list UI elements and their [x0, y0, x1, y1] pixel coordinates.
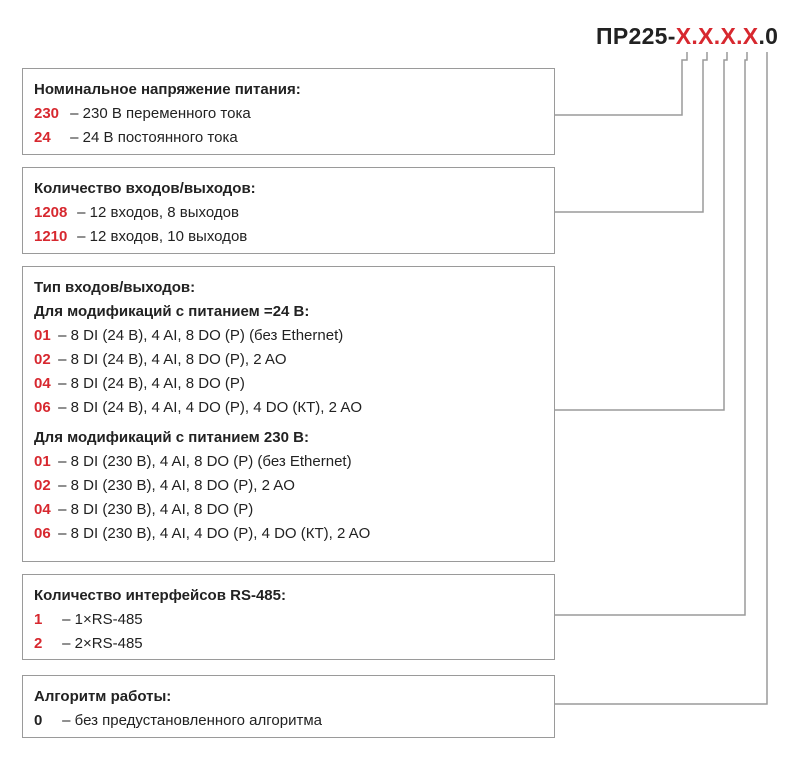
option-code: 1210	[34, 228, 68, 245]
option-text: – 8 DI (230 В), 4 AI, 8 DO (Р)	[54, 501, 254, 518]
option-row	[34, 608, 554, 632]
io-count-box	[22, 167, 555, 254]
order-code-part-algorithm: 0	[765, 23, 779, 49]
option-text: – 8 DI (230 В), 4 AI, 4 DO (Р), 4 DO (КТ), 2 AO	[54, 525, 371, 542]
option-text: – 24 В постоянного тока	[66, 129, 238, 146]
algorithm-box	[22, 675, 555, 738]
option-row	[34, 225, 554, 249]
option-text: – 8 DI (230 В), 4 AI, 8 DO (Р) (без Ethernet)	[54, 453, 352, 470]
connector-io-type	[555, 52, 727, 410]
connector-supply	[555, 52, 687, 115]
option-code: 06	[34, 399, 51, 416]
option-code: 04	[34, 375, 51, 392]
option-code: 02	[34, 351, 51, 368]
option-row	[34, 498, 554, 522]
option-code: 02	[34, 477, 51, 494]
order-code-part-io-count: X	[698, 23, 714, 49]
supply-voltage-box	[22, 68, 555, 155]
order-code-separator: .	[691, 23, 699, 49]
option-code: 01	[34, 327, 51, 344]
box-title: Количество входов/выходов:	[34, 180, 256, 197]
option-row	[34, 348, 554, 372]
box-title: Тип входов/выходов:	[34, 279, 196, 296]
option-code: 230	[34, 105, 60, 122]
connector-algorithm	[555, 52, 767, 704]
order-code-part-rs485: X	[742, 23, 759, 49]
box-title: Алгоритм работы:	[34, 688, 172, 705]
option-row	[34, 324, 554, 348]
option-group-230v	[34, 426, 554, 546]
option-code: 06	[34, 525, 51, 542]
order-code-separator: .	[758, 23, 766, 49]
order-code-part-supply: X	[675, 23, 692, 49]
option-row	[34, 102, 554, 126]
io-type-box	[22, 266, 555, 562]
option-row	[34, 126, 554, 150]
option-row	[34, 450, 554, 474]
option-row	[34, 474, 554, 498]
option-code: 1	[34, 611, 43, 628]
option-text: – 8 DI (24 В), 4 AI, 8 DO (Р), 2 AO	[54, 351, 287, 368]
option-code: 04	[34, 501, 51, 518]
option-row	[34, 709, 554, 733]
order-code-part-io-type: X	[720, 23, 737, 49]
box-title: Номинальное напряжение питания:	[34, 81, 301, 98]
order-code-separator: .	[713, 23, 721, 49]
option-text: – 8 DI (24 В), 4 AI, 8 DO (Р) (без Ethernet)	[54, 327, 344, 344]
option-text: – 2×RS-485	[58, 635, 143, 652]
connector-rs485	[555, 52, 747, 615]
option-text: – 8 DI (230 В), 4 AI, 8 DO (Р), 2 AO	[54, 477, 295, 494]
option-text: – 1×RS-485	[58, 611, 143, 628]
option-group-24v	[34, 300, 554, 420]
option-code: 1208	[34, 204, 68, 221]
option-text: – 12 входов, 10 выходов	[73, 228, 248, 245]
option-code: 24	[34, 129, 51, 146]
connector-io-count	[555, 52, 707, 212]
option-code: 2	[34, 635, 43, 652]
option-text: – 8 DI (24 В), 4 AI, 8 DO (Р)	[54, 375, 245, 392]
option-code: 0	[34, 712, 43, 729]
option-row	[34, 201, 554, 225]
order-code-separator: .	[736, 23, 743, 49]
order-code-title	[596, 22, 778, 50]
order-code-prefix: ПР225-	[596, 23, 676, 49]
option-text: – 230 В переменного тока	[66, 105, 251, 122]
option-text: – 12 входов, 8 выходов	[73, 204, 239, 221]
option-code: 01	[34, 453, 51, 470]
option-row	[34, 396, 554, 420]
rs485-count-box	[22, 574, 555, 660]
box-title: Количество интерфейсов RS-485:	[34, 587, 286, 604]
option-text: – 8 DI (24 В), 4 AI, 4 DO (Р), 4 DO (КТ), 2 AO	[54, 399, 362, 416]
option-row	[34, 372, 554, 396]
option-row	[34, 522, 554, 546]
group-subtitle: Для модификаций с питанием =24 В:	[34, 303, 310, 320]
option-text: – без предустановленного алгоритма	[58, 712, 322, 729]
group-subtitle: Для модификаций с питанием 230 В:	[34, 429, 309, 446]
option-row	[34, 632, 554, 656]
